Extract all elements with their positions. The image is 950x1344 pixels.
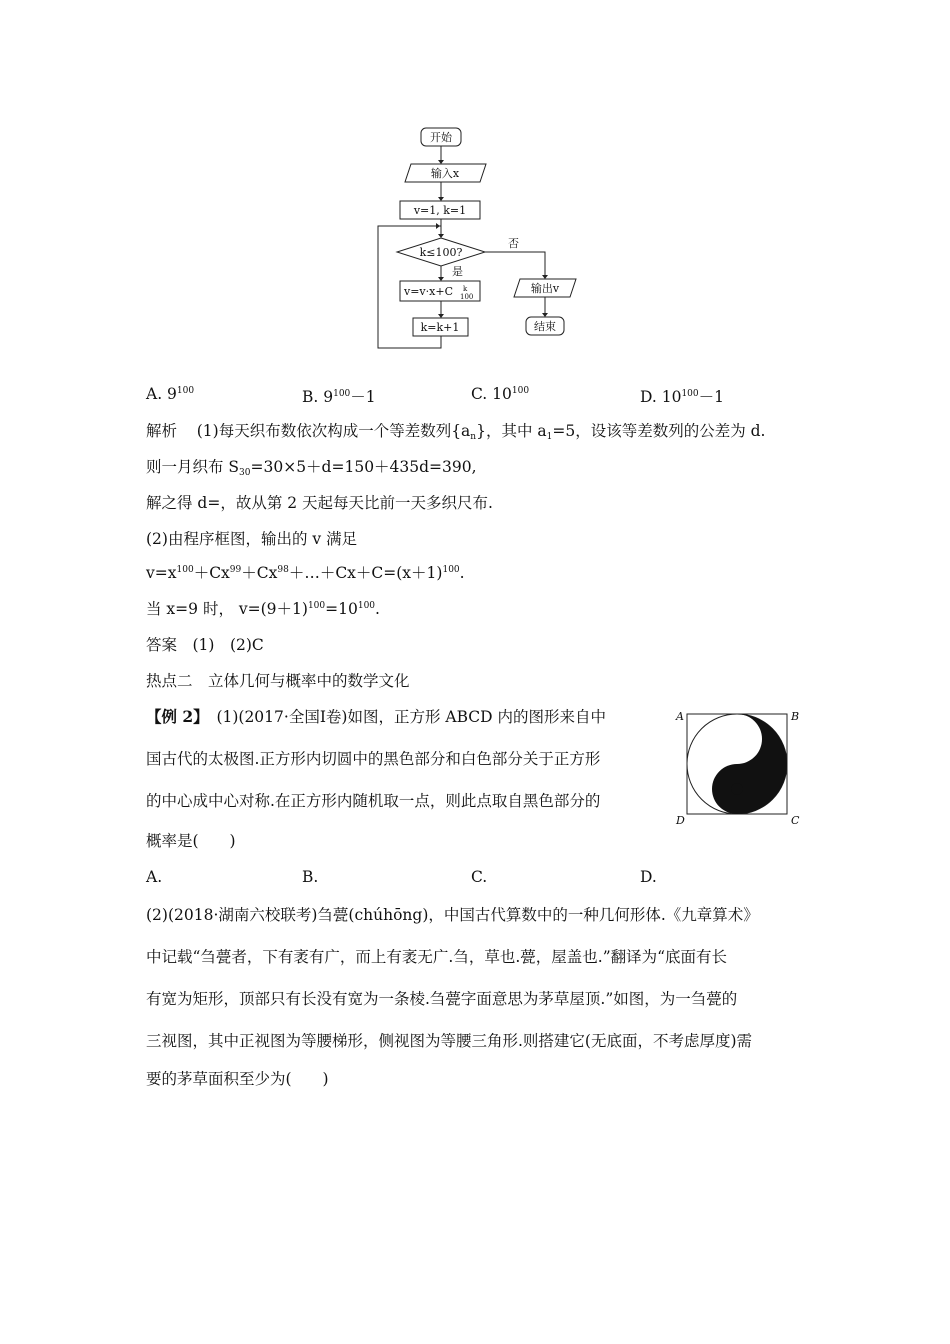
option2-d: D. xyxy=(640,868,657,886)
part2-line-4: 三视图，其中正视图为等腰梯形，侧视图为等腰三角形.则搭建它(无底面，不考虑厚度)需 xyxy=(146,1032,753,1050)
part2-line-1: (2)(2018·湖南六校联考)刍甍(chúhōng)，中国古代算数中的一种几何形体.《九章算术》 xyxy=(146,906,759,924)
option-c: C. $10^{100}$ xyxy=(471,385,530,403)
flow-update-v-sup: k xyxy=(463,285,468,293)
flow-update-v-text: v=v·x+C xyxy=(404,285,453,298)
solution-line-6: 当 x=9 时， $v=(9+1)^{100}=10^{100}$. xyxy=(146,600,380,618)
part2-line-2: 中记载“刍甍者，下有袤有广，而上有袤无广.刍，草也.甍，屋盖也.”翻译为“底面有长 xyxy=(146,948,728,966)
vertex-d-label: D xyxy=(676,814,685,827)
example2-line-1: 【例 2】 (1)(2017·全国Ⅰ卷)如图，正方形 ABCD 内的图形来自中 xyxy=(146,707,606,726)
part2-line-5: 要的茅草面积至少为( ) xyxy=(146,1070,329,1088)
option2-c: C. xyxy=(471,868,488,886)
example2-line-2: 国古代的太极图.正方形内切圆中的黑色部分和白色部分关于正方形 xyxy=(146,750,601,768)
option-a: A. $9^{100}$ xyxy=(146,385,195,403)
option-d: D. $10^{100}-1$ xyxy=(640,388,725,406)
vertex-a-label: A xyxy=(676,710,684,723)
answer-line: 答案 (1) (2)C xyxy=(146,636,264,654)
vertex-c-label: C xyxy=(791,814,800,827)
vertex-b-label: B xyxy=(791,710,800,723)
section-title: 热点二 立体几何与概率中的数学文化 xyxy=(146,672,410,690)
flow-update-v-sub: 100 xyxy=(460,293,474,301)
taiji-square-figure xyxy=(674,706,804,832)
flow-start-text: 开始 xyxy=(430,131,452,144)
taiji-symbol xyxy=(687,714,787,814)
flow-update-k-text: k=k+1 xyxy=(420,321,460,334)
taiji-black-dot xyxy=(731,783,743,795)
solution-line-2: 则一月织布 $S_{30}=30\times 5+d=150+435d=390$, xyxy=(146,458,477,478)
flow-init-text: v=1, k=1 xyxy=(413,204,467,217)
taiji-white-dot xyxy=(731,733,743,745)
example2-line-3: 的中心成中心对称.在正方形内随机取一点，则此点取自黑色部分的 xyxy=(146,792,601,810)
option2-a: A. xyxy=(146,868,163,886)
flow-end-text: 结束 xyxy=(534,320,556,333)
flow-yes-label: 是 xyxy=(452,265,463,278)
flow-output-text: 输出v xyxy=(530,282,560,295)
option-b: B. $9^{100}-1$ xyxy=(302,388,376,406)
program-flowchart xyxy=(370,120,610,360)
solution-line-4: (2)由程序框图，输出的 v 满足 xyxy=(146,530,358,548)
flow-condition-text: k≤100? xyxy=(419,246,463,259)
flow-input-text: 输入x xyxy=(430,167,460,180)
example2-line-4: 概率是( ) xyxy=(146,832,236,850)
flow-no-label: 否 xyxy=(508,237,519,250)
solution-line-3: 解之得 d=，故从第 2 天起每天比前一天多织尺布. xyxy=(146,494,493,512)
part2-line-3: 有宽为矩形，顶部只有长没有宽为一条棱.刍甍字面意思为茅草屋顶.”如图，为一刍甍的 xyxy=(146,990,738,1008)
solution-line-1: 解析 (1)每天织布数依次构成一个等差数列$\{a_n\}$，其中 $a_1=5$，设该等差数列的公差为 d. xyxy=(146,422,766,442)
option2-b: B. xyxy=(302,868,319,886)
solution-formula: $v=x^{100}+Cx^{99}+Cx^{98}+\dots+Cx+C=(x+1)^{100}$. xyxy=(146,564,465,582)
